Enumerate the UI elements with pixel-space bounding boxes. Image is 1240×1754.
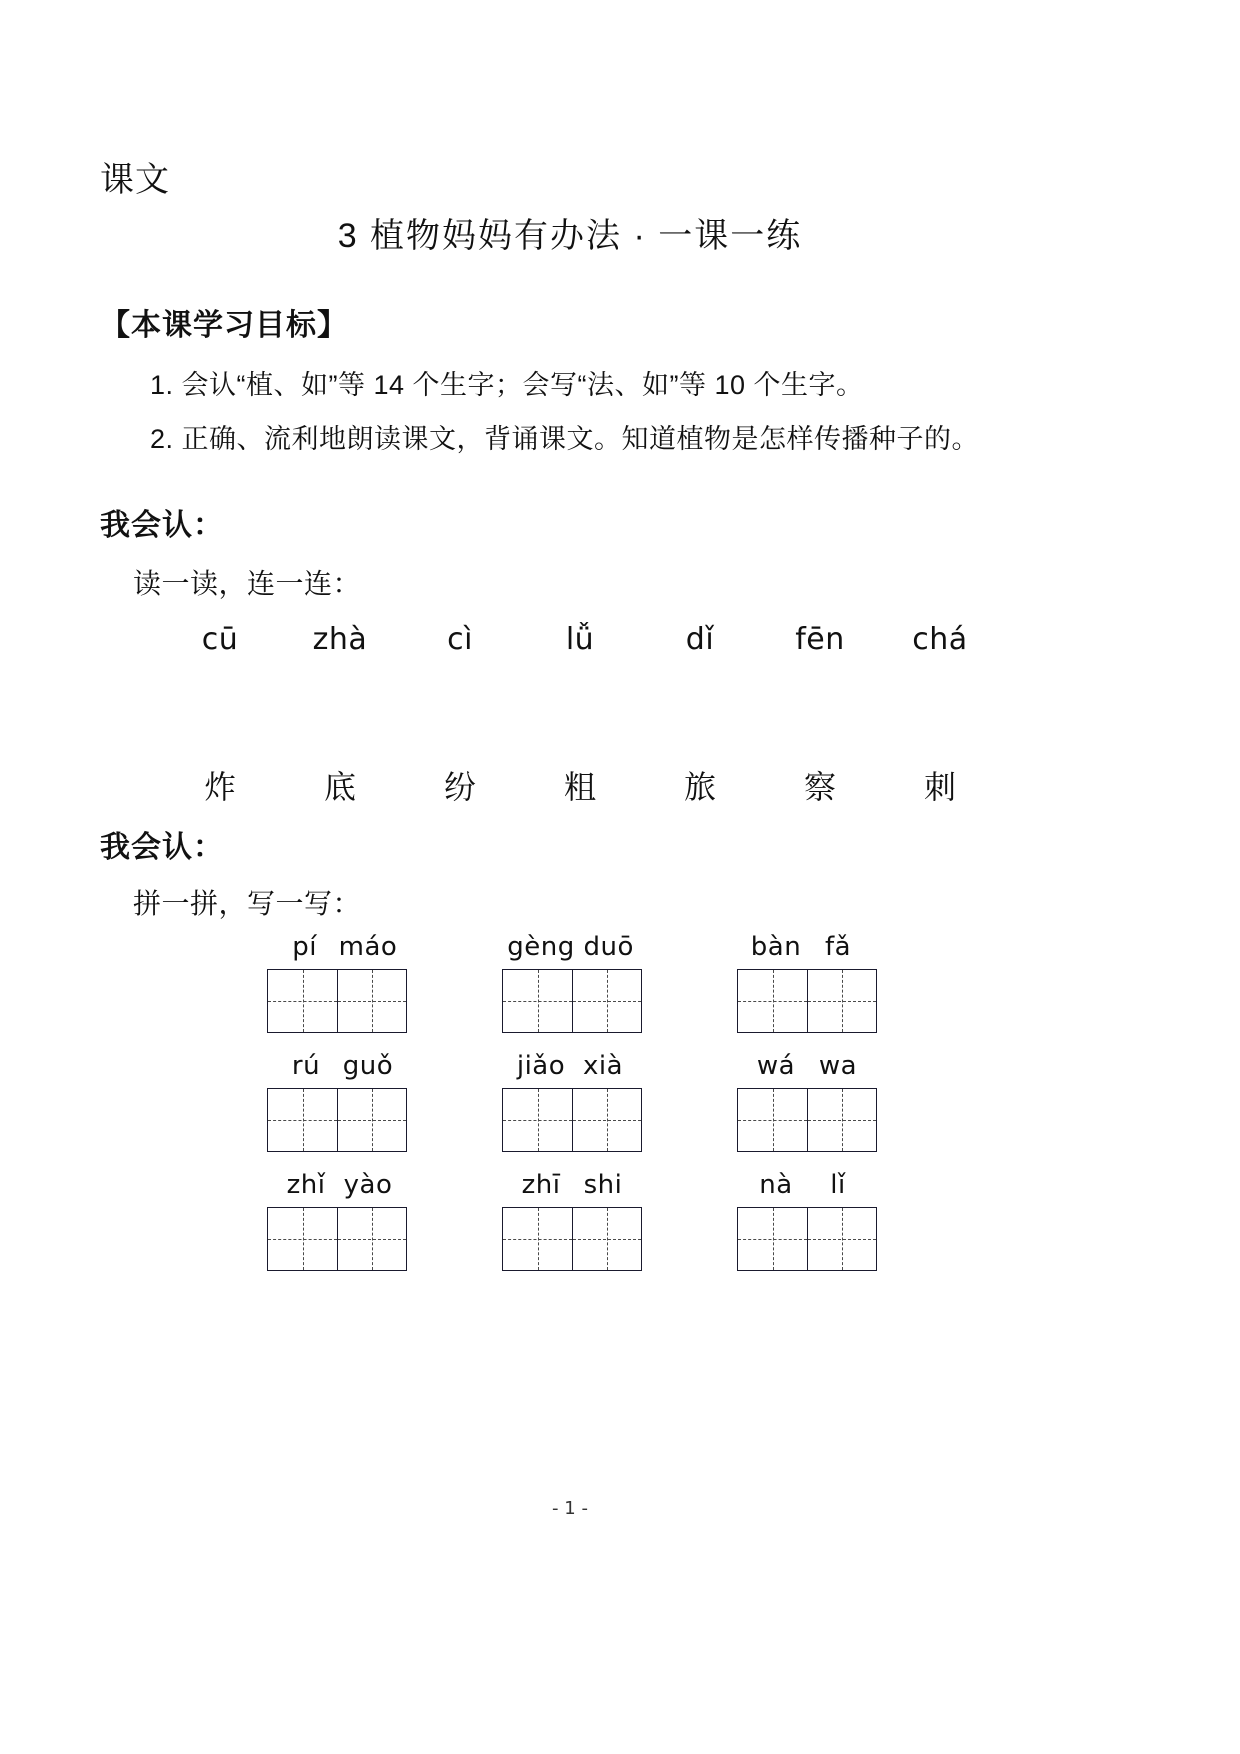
category-label: 课文 bbox=[100, 161, 170, 199]
grid-pinyin-label bbox=[748, 1170, 866, 1200]
writing-grid-row bbox=[252, 932, 892, 1033]
tianzige-cell[interactable] bbox=[738, 1089, 807, 1151]
grid-pinyin-label bbox=[748, 1051, 866, 1081]
writing-grid-group bbox=[487, 932, 657, 1033]
tianzige-cell[interactable] bbox=[337, 970, 406, 1032]
tianzige-cell[interactable] bbox=[738, 1208, 807, 1270]
pinyin-match-row bbox=[160, 622, 1000, 657]
grid-syllable: bàn bbox=[750, 932, 802, 962]
grid-pinyin-label bbox=[513, 1051, 631, 1081]
hanzi-item[interactable]: 炸 bbox=[203, 769, 236, 805]
tianzige-cell[interactable] bbox=[503, 970, 572, 1032]
writing-grid-group bbox=[722, 1170, 892, 1271]
objective-item: 2. 正确、流利地朗读课文，背诵课文。知道植物是怎样传播种子的。 bbox=[150, 424, 980, 454]
tianzige-cell[interactable] bbox=[503, 1089, 572, 1151]
grid-syllable: máo bbox=[338, 932, 398, 962]
writing-grid-group bbox=[252, 1170, 422, 1271]
write-section-heading: 我会认： bbox=[100, 831, 224, 864]
grid-syllable: rú bbox=[291, 1051, 321, 1081]
writing-grid-group bbox=[252, 932, 422, 1033]
grid-syllable: guǒ bbox=[342, 1051, 394, 1081]
hanzi-item[interactable]: 旅 bbox=[683, 769, 716, 805]
writing-grid-row bbox=[252, 1170, 892, 1271]
grid-syllable: fǎ bbox=[824, 932, 852, 962]
grid-pinyin-label bbox=[278, 1170, 396, 1200]
write-section-subheading: 拼一拼，写一写： bbox=[133, 888, 362, 919]
pinyin-item[interactable]: lǚ bbox=[565, 622, 595, 657]
tianzige-box[interactable] bbox=[267, 1088, 407, 1152]
tianzige-cell[interactable] bbox=[268, 970, 337, 1032]
hanzi-item[interactable]: 粗 bbox=[563, 769, 596, 805]
tianzige-cell[interactable] bbox=[337, 1208, 406, 1270]
hanzi-item[interactable]: 察 bbox=[803, 769, 836, 805]
writing-grid-row bbox=[252, 1051, 892, 1152]
tianzige-box[interactable] bbox=[267, 969, 407, 1033]
tianzige-cell[interactable] bbox=[268, 1089, 337, 1151]
grid-syllable: zhī bbox=[521, 1170, 561, 1200]
recognize-section-heading: 我会认： bbox=[100, 509, 224, 542]
grid-syllable: wá bbox=[756, 1051, 796, 1081]
tianzige-cell[interactable] bbox=[807, 1089, 876, 1151]
tianzige-cell[interactable] bbox=[268, 1208, 337, 1270]
tianzige-cell[interactable] bbox=[337, 1089, 406, 1151]
objective-item: 1. 会认“植、如”等 14 个生字；会写“法、如”等 10 个生字。 bbox=[150, 370, 864, 400]
grid-syllable: shi bbox=[583, 1170, 623, 1200]
grid-syllable: lǐ bbox=[830, 1170, 846, 1200]
objectives-heading: 【本课学习目标】 bbox=[100, 309, 348, 342]
grid-syllable: wa bbox=[818, 1051, 858, 1081]
grid-syllable: duō bbox=[583, 932, 634, 962]
writing-grid-group bbox=[722, 932, 892, 1033]
grid-syllable: gèng bbox=[507, 932, 575, 962]
grid-syllable: xià bbox=[582, 1051, 624, 1081]
pinyin-item[interactable]: cì bbox=[447, 622, 473, 657]
tianzige-cell[interactable] bbox=[572, 1208, 641, 1270]
tianzige-cell[interactable] bbox=[807, 970, 876, 1032]
hanzi-item[interactable]: 纷 bbox=[443, 769, 476, 805]
writing-grid-group bbox=[252, 1051, 422, 1152]
grid-syllable: yào bbox=[343, 1170, 393, 1200]
hanzi-item[interactable]: 底 bbox=[323, 769, 356, 805]
objectives-list bbox=[150, 358, 1150, 466]
tianzige-box[interactable] bbox=[502, 1207, 642, 1271]
writing-grid-area bbox=[252, 932, 892, 1289]
tianzige-cell[interactable] bbox=[738, 970, 807, 1032]
tianzige-cell[interactable] bbox=[807, 1208, 876, 1270]
pinyin-item[interactable]: zhà bbox=[312, 622, 368, 657]
tianzige-box[interactable] bbox=[737, 1207, 877, 1271]
grid-pinyin-label bbox=[513, 1170, 631, 1200]
tianzige-cell[interactable] bbox=[572, 1089, 641, 1151]
pinyin-item[interactable]: fēn bbox=[795, 622, 845, 657]
recognize-section-subheading: 读一读，连一连： bbox=[133, 568, 362, 599]
tianzige-box[interactable] bbox=[737, 1088, 877, 1152]
grid-pinyin-label bbox=[278, 1051, 396, 1081]
grid-pinyin-label bbox=[277, 932, 398, 962]
grid-pinyin-label bbox=[507, 932, 636, 962]
tianzige-box[interactable] bbox=[737, 969, 877, 1033]
tianzige-box[interactable] bbox=[502, 1088, 642, 1152]
hanzi-item[interactable]: 刺 bbox=[923, 769, 956, 805]
writing-grid-group bbox=[487, 1051, 657, 1152]
page-number: - 1 - bbox=[552, 1498, 588, 1519]
pinyin-item[interactable]: dǐ bbox=[685, 622, 715, 657]
tianzige-cell[interactable] bbox=[503, 1208, 572, 1270]
grid-syllable: pí bbox=[292, 932, 318, 962]
tianzige-cell[interactable] bbox=[572, 970, 641, 1032]
pinyin-item[interactable]: chá bbox=[912, 622, 968, 657]
writing-grid-group bbox=[487, 1170, 657, 1271]
grid-syllable: zhǐ bbox=[286, 1170, 326, 1200]
grid-syllable: jiǎo bbox=[516, 1051, 566, 1081]
grid-pinyin-label bbox=[748, 932, 866, 962]
grid-syllable: nà bbox=[759, 1170, 793, 1200]
pinyin-item[interactable]: cū bbox=[201, 622, 239, 657]
writing-grid-group bbox=[722, 1051, 892, 1152]
hanzi-match-row bbox=[160, 762, 1000, 808]
tianzige-box[interactable] bbox=[267, 1207, 407, 1271]
page-title: 3 植物妈妈有办法 · 一课一练 bbox=[337, 217, 803, 255]
tianzige-box[interactable] bbox=[502, 969, 642, 1033]
